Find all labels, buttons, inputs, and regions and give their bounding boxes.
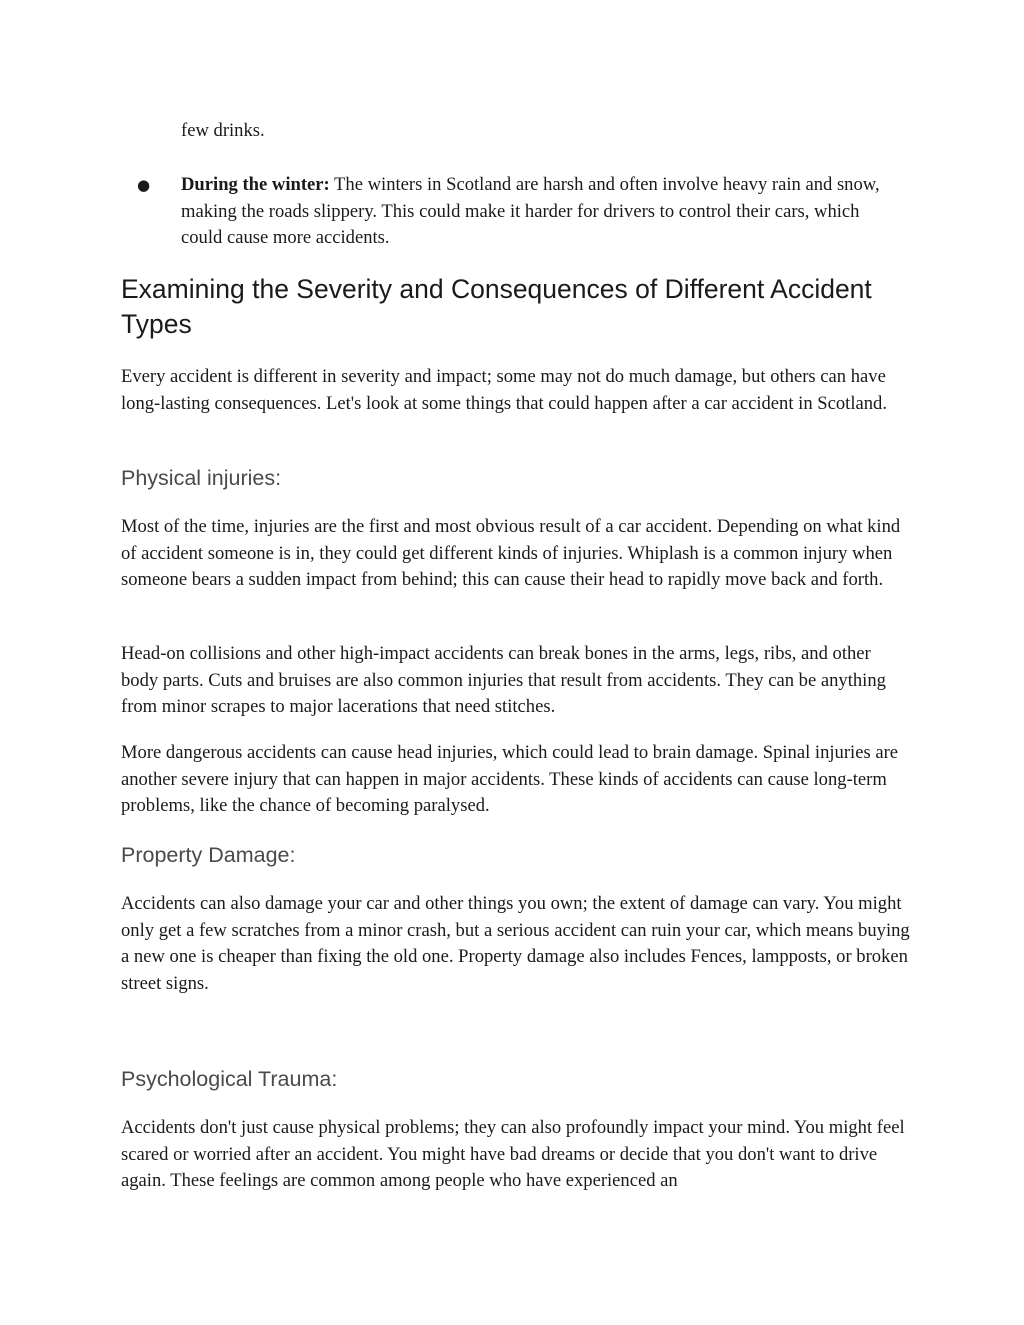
- physical-paragraph-2: Head-on collisions and other high-impact accidents can break bones in the arms, legs, ribs, and other body parts. Cuts and bruises are also common injuries that result from accidents. They can be anything from minor scrapes to major lacerations that need stitches.: [121, 643, 886, 718]
- property-paragraph-1: Accidents can also damage your car and other things you own; the extent of damage can vary. You might only get a few scratches from a minor crash, but a serious accident can ruin your car, which means buying a new one is cheaper than fixing the old one. Property damage also includes Fences, lampposts, or broken street signs.: [121, 893, 910, 994]
- continuation-text: few drinks.: [181, 120, 265, 141]
- section-heading: Examining the Severity and Consequences of Different Accident Types: [121, 274, 872, 339]
- bullet-paragraph: [181, 172, 901, 252]
- psych-paragraph-1: Accidents don't just cause physical problems; they can also profoundly impact your mind. You might feel scared or worried after an accident. You might have bad dreams or decide that you don't want to drive again. These feelings are common among people who have experienced an: [121, 1117, 905, 1192]
- intro-paragraph: Every accident is different in severity and impact; some may not do much damage, but others can have long-lasting consequences. Let's look at some things that could happen after a car accident in Scotland.: [121, 366, 887, 414]
- bullet-icon: ●: [137, 176, 151, 194]
- psychological-trauma-heading: Psychological Trauma:: [121, 1067, 338, 1091]
- physical-paragraph-3: More dangerous accidents can cause head injuries, which could lead to brain damage. Spinal injuries are another severe injury that can happen in major accidents. These kinds of accidents can cause long-term problems, like the chance of becoming paralysed.: [121, 742, 899, 817]
- property-damage-heading: Property Damage:: [121, 843, 296, 867]
- bullet-text: The winters in Scotland are harsh and often involve heavy rain and snow, making the roads slippery. This could make it harder for drivers to control their cars, which could cause more accidents.: [181, 174, 880, 249]
- physical-paragraph-1: Most of the time, injuries are the first and most obvious result of a car accident. Depending on what kind of accident someone is in, they could get different kinds of injuries. Whiplash is a common injury when someone bears a sudden impact from behind; this can cause their head to rapidly move back and forth.: [121, 516, 901, 591]
- physical-injuries-heading: Physical injuries:: [121, 466, 282, 490]
- bullet-label: During the winter:: [181, 174, 330, 195]
